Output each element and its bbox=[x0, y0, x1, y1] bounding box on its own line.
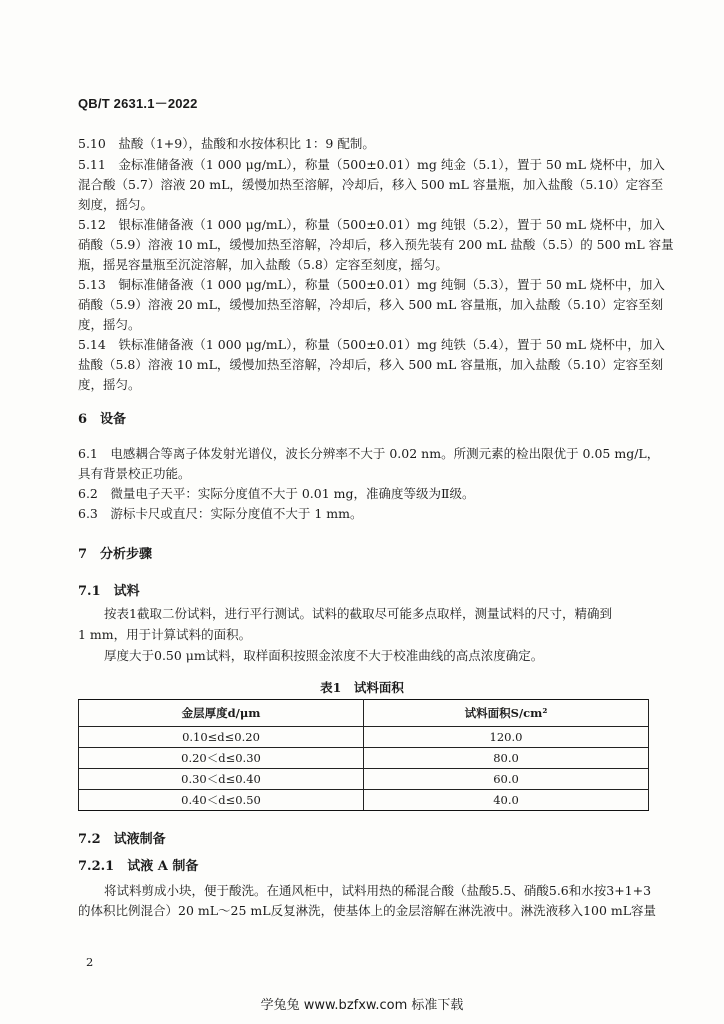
subsection-heading: 7.2.1 试液 A 制备 bbox=[78, 859, 199, 874]
document-number: QB/T 2631.1－2022 bbox=[78, 96, 198, 111]
section-heading: 7 分析步骤 bbox=[78, 547, 153, 562]
text-line: 5.11 金标准储备液（1 000 μg/mL），称量（500±0.01）mg 纯金（5.1），置于 50 mL 烧杯中，加入 bbox=[78, 157, 665, 172]
table-cell: 40.0 bbox=[364, 790, 649, 811]
table-cell: 120.0 bbox=[364, 727, 649, 748]
subsection-heading: 7.2 试液制备 bbox=[78, 832, 166, 847]
table-row bbox=[79, 769, 649, 790]
table-cell: 60.0 bbox=[364, 769, 649, 790]
table-header-cell: 试料面积S/cm² bbox=[364, 700, 649, 727]
subsection-heading: 7.1 试料 bbox=[78, 584, 140, 599]
table-caption: 表1 试料面积 bbox=[320, 680, 404, 695]
text-line: 6.1 电感耦合等离子体发射光谱仪，波长分辨率不大于 0.02 nm。所测元素的检出限优于 0.05 mg/L， bbox=[78, 446, 660, 461]
table-cell: 0.40＜d≤0.50 bbox=[79, 790, 364, 811]
table-row bbox=[79, 748, 649, 769]
text-line: 混合酸（5.7）溶液 20 mL，缓慢加热至溶解，冷却后，移入 500 mL 容量瓶，加入盐酸（5.10）定容至 bbox=[78, 177, 664, 192]
text-line: 6.2 微量电子天平：实际分度值不大于 0.01 mg，准确度等级为Ⅱ级。 bbox=[78, 486, 475, 501]
text-line: 将试料剪成小块，便于酸洗。在通风柜中，试料用热的稀混合酸（盐酸5.5、硝酸5.6和水按3+1+3 bbox=[104, 883, 652, 898]
table-cell: 80.0 bbox=[364, 748, 649, 769]
text-line: 刻度，摇匀。 bbox=[78, 197, 154, 212]
table-header-row bbox=[79, 700, 649, 727]
text-line: 度，摇匀。 bbox=[78, 377, 141, 392]
section-heading: 6 设备 bbox=[78, 412, 127, 427]
site-footer: 学兔兔 www.bzfxw.com 标准下载 bbox=[260, 998, 464, 1013]
text-line: 盐酸（5.8）溶液 10 mL，缓慢加热至溶解，冷却后，移入 500 mL 容量瓶，加入盐酸（5.10）定容至刻 bbox=[78, 357, 664, 372]
text-line: 5.12 银标准储备液（1 000 μg/mL），称量（500±0.01）mg 纯银（5.2），置于 50 mL 烧杯中，加入 bbox=[78, 217, 665, 232]
table-row bbox=[79, 790, 649, 811]
text-line: 厚度大于0.50 μm试料，取样面积按照金浓度不大于校准曲线的高点浓度确定。 bbox=[104, 648, 544, 663]
text-line: 按表1截取二份试料，进行平行测试。试料的截取尽可能多点取样，测量试料的尺寸，精确到 bbox=[104, 606, 612, 621]
text-line: 硝酸（5.9）溶液 20 mL，缓慢加热至溶解，冷却后，移入 500 mL 容量瓶，加入盐酸（5.10）定容至刻 bbox=[78, 297, 664, 312]
sample-area-table bbox=[78, 699, 649, 811]
table-header-cell: 金层厚度d/μm bbox=[79, 700, 364, 727]
text-line: 5.14 铁标准储备液（1 000 μg/mL），称量（500±0.01）mg 纯铁（5.4），置于 50 mL 烧杯中，加入 bbox=[78, 337, 665, 352]
table-cell: 0.10≤d≤0.20 bbox=[79, 727, 364, 748]
text-line: 硝酸（5.9）溶液 10 mL，缓慢加热至溶解，冷却后，移入预先装有 200 mL 盐酸（5.5）的 500 mL 容量 bbox=[78, 237, 674, 252]
page-number: 2 bbox=[86, 955, 94, 969]
text-line: 瓶，摇晃容量瓶至沉淀溶解，加入盐酸（5.8）定容至刻度，摇匀。 bbox=[78, 257, 448, 272]
text-line: 6.3 游标卡尺或直尺：实际分度值不大于 1 mm。 bbox=[78, 506, 363, 521]
text-line: 具有背景校正功能。 bbox=[78, 466, 191, 481]
text-line: 5.13 铜标准储备液（1 000 μg/mL），称量（500±0.01）mg 纯铜（5.3），置于 50 mL 烧杯中，加入 bbox=[78, 277, 665, 292]
text-line: 5.10 盐酸（1+9），盐酸和水按体积比 1：9 配制。 bbox=[78, 136, 375, 151]
table-row bbox=[79, 727, 649, 748]
table-cell: 0.30＜d≤0.40 bbox=[79, 769, 364, 790]
table-cell: 0.20＜d≤0.30 bbox=[79, 748, 364, 769]
text-line: 的体积比例混合）20 mL～25 mL反复淋洗，使基体上的金层溶解在淋洗液中。淋洗液移入100 mL容量 bbox=[78, 903, 657, 918]
text-line: 度，摇匀。 bbox=[78, 317, 141, 332]
text-line: 1 mm，用于计算试料的面积。 bbox=[78, 627, 252, 642]
